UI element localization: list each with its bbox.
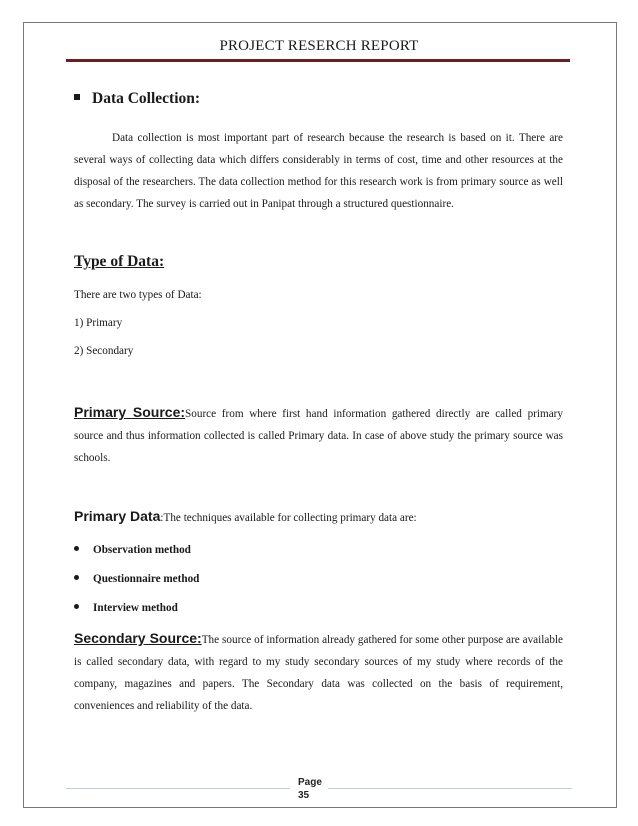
primary-data-heading: Primary Data [74, 508, 161, 524]
type-of-data-item: 1) Primary [74, 317, 123, 329]
page-header-title: PROJECT RESERCH REPORT [219, 38, 419, 54]
type-of-data-item: 2) Secondary [74, 345, 134, 357]
page-label: Page [298, 777, 322, 788]
bullet-dot-icon [74, 604, 79, 609]
type-of-data-heading-text: Type of Data: [74, 253, 165, 270]
footer-rule-left [66, 788, 290, 789]
bullet-dot-icon [74, 546, 79, 551]
primary-data-line [74, 508, 417, 524]
page-number [298, 776, 322, 802]
secondary-source-text: The source of information already gathered for some other purpose are available is called secondary data, with regard to my study secondary sources of my study where records of the company, magazines and papers. The Secondary data was collected on the basis of requirement, conveniences and reliability of the data. [74, 634, 563, 712]
method-label: Questionnaire method [93, 573, 200, 585]
type-of-data-intro: There are two types of Data: [74, 289, 202, 301]
primary-source-section [74, 401, 563, 469]
secondary-source-section [74, 627, 563, 717]
bullet-dot-icon [74, 575, 79, 580]
list-item [74, 544, 191, 556]
data-collection-heading-text: Data Collection: [92, 90, 201, 107]
primary-source-paragraph [74, 401, 563, 469]
header-rule [66, 59, 570, 62]
secondary-source-heading: Secondary Source: [74, 630, 202, 646]
method-label: Interview method [93, 602, 178, 614]
primary-source-heading: Primary Source: [74, 404, 186, 420]
footer-rule-right [328, 788, 572, 789]
data-collection-section [74, 127, 563, 215]
data-collection-heading [74, 90, 200, 108]
page-number-value: 35 [298, 790, 310, 801]
list-item [74, 602, 178, 614]
list-item [74, 573, 199, 585]
secondary-source-paragraph [74, 627, 563, 717]
square-bullet-icon [74, 94, 80, 100]
type-of-data-heading [74, 253, 164, 271]
data-collection-paragraph: Data collection is most important part of research because the research is based on it. There are several ways of collecting data which differs considerably in terms of cost, time and other resources at the disposal of the researchers. The data collection method for this research work is from primary source as well as secondary. The survey is carried out in Panipat through a structured questionnaire. [74, 132, 563, 210]
primary-source-text: Source from where first hand information gathered directly are called primary source and thus information collected is called Primary data. In case of above study the primary source was schools. [74, 408, 563, 464]
primary-data-text: :The techniques available for collecting primary data are: [160, 512, 417, 524]
method-label: Observation method [93, 544, 191, 556]
